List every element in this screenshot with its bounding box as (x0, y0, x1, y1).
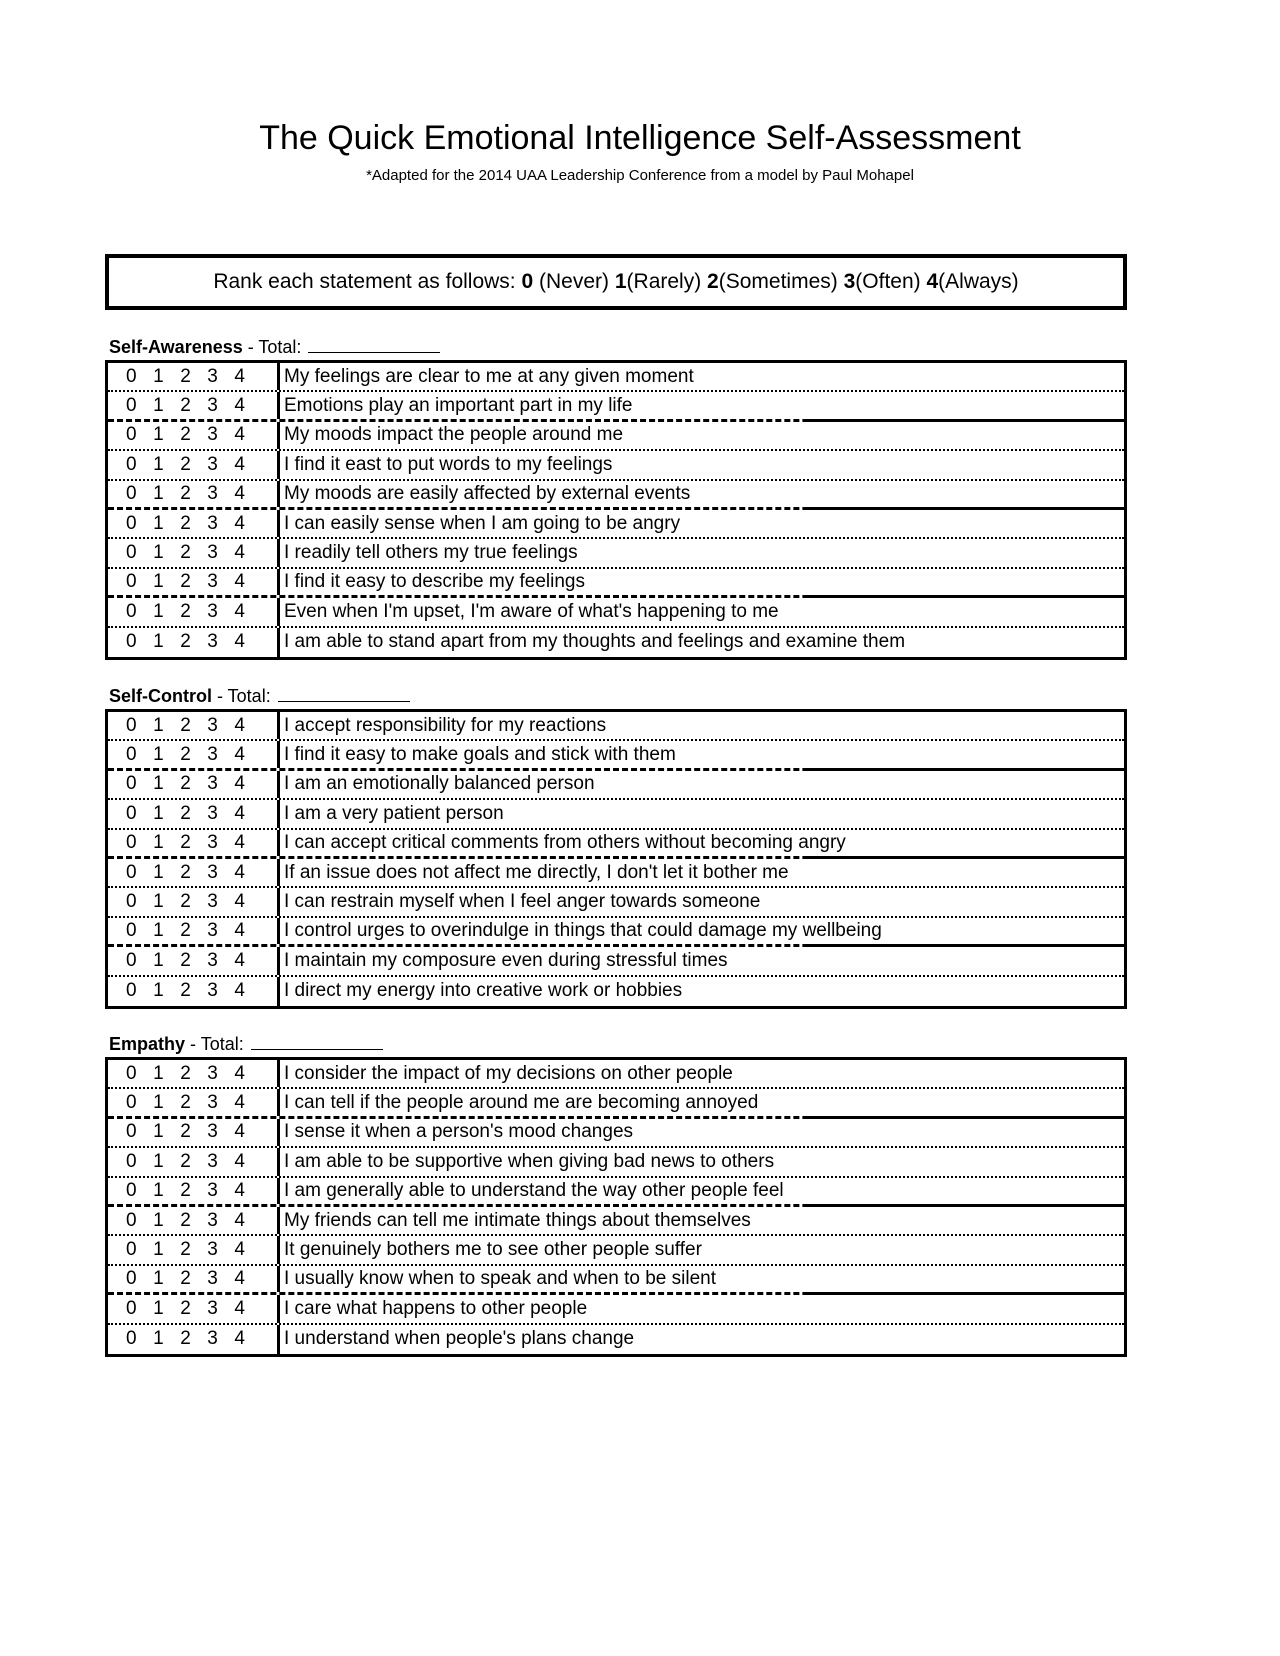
score-option-0[interactable]: 0 (126, 482, 137, 504)
score-options (108, 539, 280, 566)
score-option-0[interactable]: 0 (126, 980, 137, 1002)
statement-text: I find it east to put words to my feelings (284, 453, 613, 475)
section-name: Empathy (109, 1034, 186, 1054)
statement-text: I understand when people's plans change (284, 1328, 635, 1350)
page-subtitle: *Adapted for the 2014 UAA Leadership Conference from a model by Paul Mohapel (366, 167, 914, 184)
score-option-4[interactable]: 4 (234, 773, 245, 795)
statement-table (105, 709, 1127, 1009)
score-option-1[interactable]: 1 (153, 743, 164, 765)
total-blank-field[interactable] (251, 1031, 383, 1050)
table-row (108, 392, 1124, 421)
scale-num-2: 2 (707, 270, 719, 293)
statement-text: I find it easy to describe my feelings (284, 570, 585, 592)
score-options (108, 569, 280, 595)
statement-text: It genuinely bothers me to see other people suffer (284, 1239, 702, 1261)
section-heading (105, 683, 1127, 709)
score-option-3[interactable]: 3 (207, 773, 218, 795)
score-option-1[interactable]: 1 (153, 631, 164, 653)
score-options (108, 1178, 280, 1204)
score-option-1[interactable]: 1 (153, 512, 164, 534)
score-option-2[interactable]: 2 (180, 714, 191, 736)
total-label: - Total: (212, 686, 276, 706)
score-options (108, 1119, 280, 1146)
section-heading (105, 334, 1127, 360)
score-option-3[interactable]: 3 (207, 1297, 218, 1319)
score-option-4[interactable]: 4 (234, 542, 245, 564)
table-row (108, 1089, 1124, 1118)
score-option-4[interactable]: 4 (234, 424, 245, 446)
score-option-0[interactable]: 0 (126, 1150, 137, 1172)
score-options (108, 741, 280, 767)
score-option-0[interactable]: 0 (126, 1297, 137, 1319)
score-option-1[interactable]: 1 (153, 424, 164, 446)
score-option-3[interactable]: 3 (207, 424, 218, 446)
scale-label-4: (Always) (938, 270, 1019, 293)
scale-label-0: (Never) (533, 270, 615, 293)
statement-table (105, 360, 1127, 660)
score-option-1[interactable]: 1 (153, 1297, 164, 1319)
score-options (108, 977, 280, 1006)
score-option-2[interactable]: 2 (180, 861, 191, 883)
table-row (108, 1119, 1124, 1148)
statement-text: My friends can tell me intimate things about themselves (284, 1209, 751, 1231)
score-option-3[interactable]: 3 (207, 891, 218, 913)
table-row (108, 422, 1124, 451)
score-option-3[interactable]: 3 (207, 512, 218, 534)
score-option-4[interactable]: 4 (234, 802, 245, 824)
score-option-1[interactable]: 1 (153, 919, 164, 941)
statement-text: My feelings are clear to me at any given moment (284, 365, 694, 387)
table-row (108, 830, 1124, 859)
score-option-1[interactable]: 1 (153, 1328, 164, 1350)
score-option-1[interactable]: 1 (153, 949, 164, 971)
statement-text: I sense it when a person's mood changes (284, 1121, 634, 1143)
score-options (108, 1207, 280, 1234)
score-option-0[interactable]: 0 (126, 365, 137, 387)
score-option-2[interactable]: 2 (180, 1328, 191, 1350)
score-option-2[interactable]: 2 (180, 542, 191, 564)
statement-table (105, 1057, 1127, 1357)
score-options (108, 1148, 280, 1175)
statement-text: I maintain my composure even during stressful times (284, 949, 728, 971)
statement-text: I am a very patient person (284, 802, 504, 824)
score-option-0[interactable]: 0 (126, 802, 137, 824)
statement-text: If an issue does not affect me directly, I don't let it bother me (284, 861, 789, 883)
score-option-3[interactable]: 3 (207, 980, 218, 1002)
score-option-2[interactable]: 2 (180, 1267, 191, 1289)
score-option-4[interactable]: 4 (234, 512, 245, 534)
total-blank-field[interactable] (308, 334, 440, 353)
statement-text: I am able to be supportive when giving bad news to others (284, 1150, 775, 1172)
section-self-control (105, 683, 1127, 1009)
score-option-4[interactable]: 4 (234, 1179, 245, 1201)
table-row (108, 741, 1124, 770)
score-option-3[interactable]: 3 (207, 1179, 218, 1201)
score-option-2[interactable]: 2 (180, 891, 191, 913)
table-row (108, 800, 1124, 829)
score-option-1[interactable]: 1 (153, 482, 164, 504)
score-option-2[interactable]: 2 (180, 919, 191, 941)
section-self-awareness (105, 334, 1127, 660)
statement-text: I consider the impact of my decisions on other people (284, 1062, 733, 1084)
score-option-1[interactable]: 1 (153, 831, 164, 853)
score-option-1[interactable]: 1 (153, 1239, 164, 1261)
table-row (108, 888, 1124, 917)
score-option-4[interactable]: 4 (234, 394, 245, 416)
table-row (108, 510, 1124, 539)
score-option-1[interactable]: 1 (153, 600, 164, 622)
score-option-2[interactable]: 2 (180, 512, 191, 534)
score-option-0[interactable]: 0 (126, 1121, 137, 1143)
score-options (108, 800, 280, 827)
score-option-0[interactable]: 0 (126, 743, 137, 765)
score-options (108, 830, 280, 856)
score-option-1[interactable]: 1 (153, 714, 164, 736)
score-option-1[interactable]: 1 (153, 542, 164, 564)
score-option-2[interactable]: 2 (180, 1150, 191, 1172)
score-option-1[interactable]: 1 (153, 891, 164, 913)
score-option-4[interactable]: 4 (234, 453, 245, 475)
score-option-4[interactable]: 4 (234, 1297, 245, 1319)
score-options (108, 422, 280, 449)
score-options (108, 1236, 280, 1263)
score-option-1[interactable]: 1 (153, 773, 164, 795)
score-option-4[interactable]: 4 (234, 949, 245, 971)
score-option-4[interactable]: 4 (234, 1091, 245, 1113)
score-options (108, 1266, 280, 1292)
table-row (108, 1178, 1124, 1207)
table-row (108, 1148, 1124, 1177)
scale-num-0: 0 (521, 270, 534, 293)
score-option-4[interactable]: 4 (234, 570, 245, 592)
score-option-0[interactable]: 0 (126, 861, 137, 883)
score-option-1[interactable]: 1 (153, 1179, 164, 1201)
scale-num-1: 1 (614, 270, 627, 293)
score-option-4[interactable]: 4 (234, 600, 245, 622)
score-option-3[interactable]: 3 (207, 453, 218, 475)
score-options (108, 392, 280, 418)
score-option-4[interactable]: 4 (234, 1267, 245, 1289)
score-options (108, 947, 280, 974)
score-option-3[interactable]: 3 (207, 570, 218, 592)
score-option-0[interactable]: 0 (126, 919, 137, 941)
score-options (108, 363, 280, 390)
score-option-2[interactable]: 2 (180, 802, 191, 824)
score-option-4[interactable]: 4 (234, 831, 245, 853)
statement-text: My moods are easily affected by external events (284, 482, 691, 504)
score-option-4[interactable]: 4 (234, 1121, 245, 1143)
score-option-4[interactable]: 4 (234, 743, 245, 765)
score-option-4[interactable]: 4 (234, 861, 245, 883)
score-option-1[interactable]: 1 (153, 1150, 164, 1172)
score-option-2[interactable]: 2 (180, 394, 191, 416)
score-option-3[interactable]: 3 (207, 482, 218, 504)
score-option-1[interactable]: 1 (153, 394, 164, 416)
section-heading (105, 1031, 1127, 1057)
statement-text: I can accept critical comments from others without becoming angry (284, 831, 846, 853)
table-row (108, 451, 1124, 480)
score-option-2[interactable]: 2 (180, 453, 191, 475)
instructions-prefix: Rank each statement as follows: (213, 270, 522, 293)
score-option-4[interactable]: 4 (234, 919, 245, 941)
table-row (108, 1060, 1124, 1089)
section-name: Self-Control (109, 686, 212, 706)
table-row (108, 977, 1124, 1006)
score-option-2[interactable]: 2 (180, 482, 191, 504)
score-option-1[interactable]: 1 (153, 1267, 164, 1289)
table-row (108, 628, 1124, 657)
score-option-1[interactable]: 1 (153, 1062, 164, 1084)
score-option-0[interactable]: 0 (126, 1062, 137, 1084)
score-option-2[interactable]: 2 (180, 1121, 191, 1143)
score-option-4[interactable]: 4 (234, 365, 245, 387)
score-option-0[interactable]: 0 (126, 424, 137, 446)
score-option-0[interactable]: 0 (126, 453, 137, 475)
scale-label-2: (Sometimes) (718, 270, 844, 293)
score-option-3[interactable]: 3 (207, 600, 218, 622)
score-option-3[interactable]: 3 (207, 394, 218, 416)
score-option-3[interactable]: 3 (207, 1328, 218, 1350)
score-option-0[interactable]: 0 (126, 1267, 137, 1289)
score-options (108, 888, 280, 915)
scale-num-4: 4 (926, 270, 939, 293)
score-option-0[interactable]: 0 (126, 1091, 137, 1113)
score-option-2[interactable]: 2 (180, 743, 191, 765)
table-row (108, 1295, 1124, 1324)
statement-text: I am an emotionally balanced person (284, 773, 595, 795)
score-options (108, 918, 280, 944)
statement-text: I am generally able to understand the way other people feel (284, 1179, 784, 1201)
score-options (108, 1325, 280, 1354)
score-options (108, 481, 280, 507)
score-option-2[interactable]: 2 (180, 365, 191, 387)
score-option-3[interactable]: 3 (207, 802, 218, 824)
table-row (108, 947, 1124, 976)
table-row (108, 1236, 1124, 1265)
score-options (108, 1089, 280, 1115)
score-option-1[interactable]: 1 (153, 861, 164, 883)
statement-text: I can tell if the people around me are becoming annoyed (284, 1091, 759, 1113)
score-option-0[interactable]: 0 (126, 394, 137, 416)
score-option-3[interactable]: 3 (207, 1267, 218, 1289)
statement-text: Even when I'm upset, I'm aware of what's happening to me (284, 600, 779, 622)
score-options (108, 598, 280, 625)
score-option-3[interactable]: 3 (207, 1209, 218, 1231)
total-label: - Total: (185, 1034, 249, 1054)
score-option-4[interactable]: 4 (234, 714, 245, 736)
score-option-1[interactable]: 1 (153, 1209, 164, 1231)
score-option-3[interactable]: 3 (207, 861, 218, 883)
score-option-2[interactable]: 2 (180, 1297, 191, 1319)
score-option-3[interactable]: 3 (207, 1150, 218, 1172)
score-option-0[interactable]: 0 (126, 1328, 137, 1350)
score-options (108, 859, 280, 886)
score-option-3[interactable]: 3 (207, 365, 218, 387)
score-option-2[interactable]: 2 (180, 1209, 191, 1231)
statement-text: Emotions play an important part in my life (284, 394, 633, 416)
score-option-2[interactable]: 2 (180, 773, 191, 795)
score-option-0[interactable]: 0 (126, 600, 137, 622)
statement-text: I can easily sense when I am going to be angry (284, 512, 681, 534)
table-row (108, 481, 1124, 510)
table-row (108, 598, 1124, 627)
score-option-1[interactable]: 1 (153, 1121, 164, 1143)
score-option-2[interactable]: 2 (180, 831, 191, 853)
score-option-3[interactable]: 3 (207, 542, 218, 564)
score-options (108, 451, 280, 478)
score-option-0[interactable]: 0 (126, 949, 137, 971)
score-option-2[interactable]: 2 (180, 1179, 191, 1201)
instructions-box (105, 254, 1127, 310)
statement-text: My moods impact the people around me (284, 424, 624, 446)
score-option-0[interactable]: 0 (126, 542, 137, 564)
table-row (108, 569, 1124, 598)
score-option-3[interactable]: 3 (207, 1239, 218, 1261)
score-option-0[interactable]: 0 (126, 891, 137, 913)
score-options (108, 1295, 280, 1322)
total-blank-field[interactable] (278, 683, 410, 702)
score-option-2[interactable]: 2 (180, 631, 191, 653)
score-option-0[interactable]: 0 (126, 714, 137, 736)
statement-text: I am able to stand apart from my thoughts and feelings and examine them (284, 631, 906, 653)
table-row (108, 363, 1124, 392)
scale-label-1: (Rarely) (626, 270, 708, 293)
section-name: Self-Awareness (109, 337, 243, 357)
score-option-3[interactable]: 3 (207, 714, 218, 736)
section-empathy (105, 1031, 1127, 1357)
score-option-0[interactable]: 0 (126, 1179, 137, 1201)
table-row (108, 539, 1124, 568)
score-option-0[interactable]: 0 (126, 1209, 137, 1231)
score-option-1[interactable]: 1 (153, 1091, 164, 1113)
score-option-0[interactable]: 0 (126, 1239, 137, 1261)
statement-text: I readily tell others my true feelings (284, 542, 578, 564)
score-option-1[interactable]: 1 (153, 802, 164, 824)
score-option-2[interactable]: 2 (180, 949, 191, 971)
score-option-1[interactable]: 1 (153, 570, 164, 592)
table-row (108, 712, 1124, 741)
score-options (108, 510, 280, 537)
score-option-4[interactable]: 4 (234, 980, 245, 1002)
statement-text: I can restrain myself when I feel anger towards someone (284, 891, 761, 913)
table-row (108, 1266, 1124, 1295)
score-option-3[interactable]: 3 (207, 743, 218, 765)
score-option-2[interactable]: 2 (180, 600, 191, 622)
total-label: - Total: (242, 337, 307, 357)
score-option-4[interactable]: 4 (234, 1239, 245, 1261)
score-option-4[interactable]: 4 (234, 1328, 245, 1350)
score-option-2[interactable]: 2 (180, 1062, 191, 1084)
statement-text: I usually know when to speak and when to be silent (284, 1267, 716, 1289)
score-option-3[interactable]: 3 (207, 919, 218, 941)
statement-text: I control urges to overindulge in things that could damage my wellbeing (284, 919, 882, 941)
score-options (108, 771, 280, 798)
score-option-2[interactable]: 2 (180, 424, 191, 446)
score-option-1[interactable]: 1 (153, 453, 164, 475)
score-option-1[interactable]: 1 (153, 365, 164, 387)
score-option-0[interactable]: 0 (126, 512, 137, 534)
score-option-4[interactable]: 4 (234, 891, 245, 913)
score-option-0[interactable]: 0 (126, 831, 137, 853)
score-option-4[interactable]: 4 (234, 482, 245, 504)
score-option-2[interactable]: 2 (180, 570, 191, 592)
score-option-1[interactable]: 1 (153, 980, 164, 1002)
statement-text: I accept responsibility for my reactions (284, 714, 607, 736)
table-row (108, 859, 1124, 888)
table-row (108, 1207, 1124, 1236)
table-row (108, 918, 1124, 947)
score-option-3[interactable]: 3 (207, 1062, 218, 1084)
page-title: The Quick Emotional Intelligence Self-Assessment (259, 119, 1021, 157)
score-option-3[interactable]: 3 (207, 949, 218, 971)
score-option-3[interactable]: 3 (207, 831, 218, 853)
score-option-2[interactable]: 2 (180, 1091, 191, 1113)
score-options (108, 712, 280, 739)
score-option-4[interactable]: 4 (234, 631, 245, 653)
score-option-3[interactable]: 3 (207, 1091, 218, 1113)
statement-text: I care what happens to other people (284, 1297, 588, 1319)
score-option-4[interactable]: 4 (234, 1150, 245, 1172)
statement-text: I find it easy to make goals and stick with them (284, 743, 676, 765)
score-option-0[interactable]: 0 (126, 631, 137, 653)
score-option-2[interactable]: 2 (180, 980, 191, 1002)
score-options (108, 1060, 280, 1087)
table-row (108, 1325, 1124, 1354)
score-option-2[interactable]: 2 (180, 1239, 191, 1261)
score-option-3[interactable]: 3 (207, 1121, 218, 1143)
score-option-0[interactable]: 0 (126, 773, 137, 795)
score-option-4[interactable]: 4 (234, 1062, 245, 1084)
statement-text: I direct my energy into creative work or hobbies (284, 980, 683, 1002)
table-row (108, 771, 1124, 800)
score-option-3[interactable]: 3 (207, 631, 218, 653)
scale-label-3: (Often) (855, 270, 927, 293)
scale-num-3: 3 (843, 270, 856, 293)
score-option-0[interactable]: 0 (126, 570, 137, 592)
score-options (108, 628, 280, 657)
score-option-4[interactable]: 4 (234, 1209, 245, 1231)
